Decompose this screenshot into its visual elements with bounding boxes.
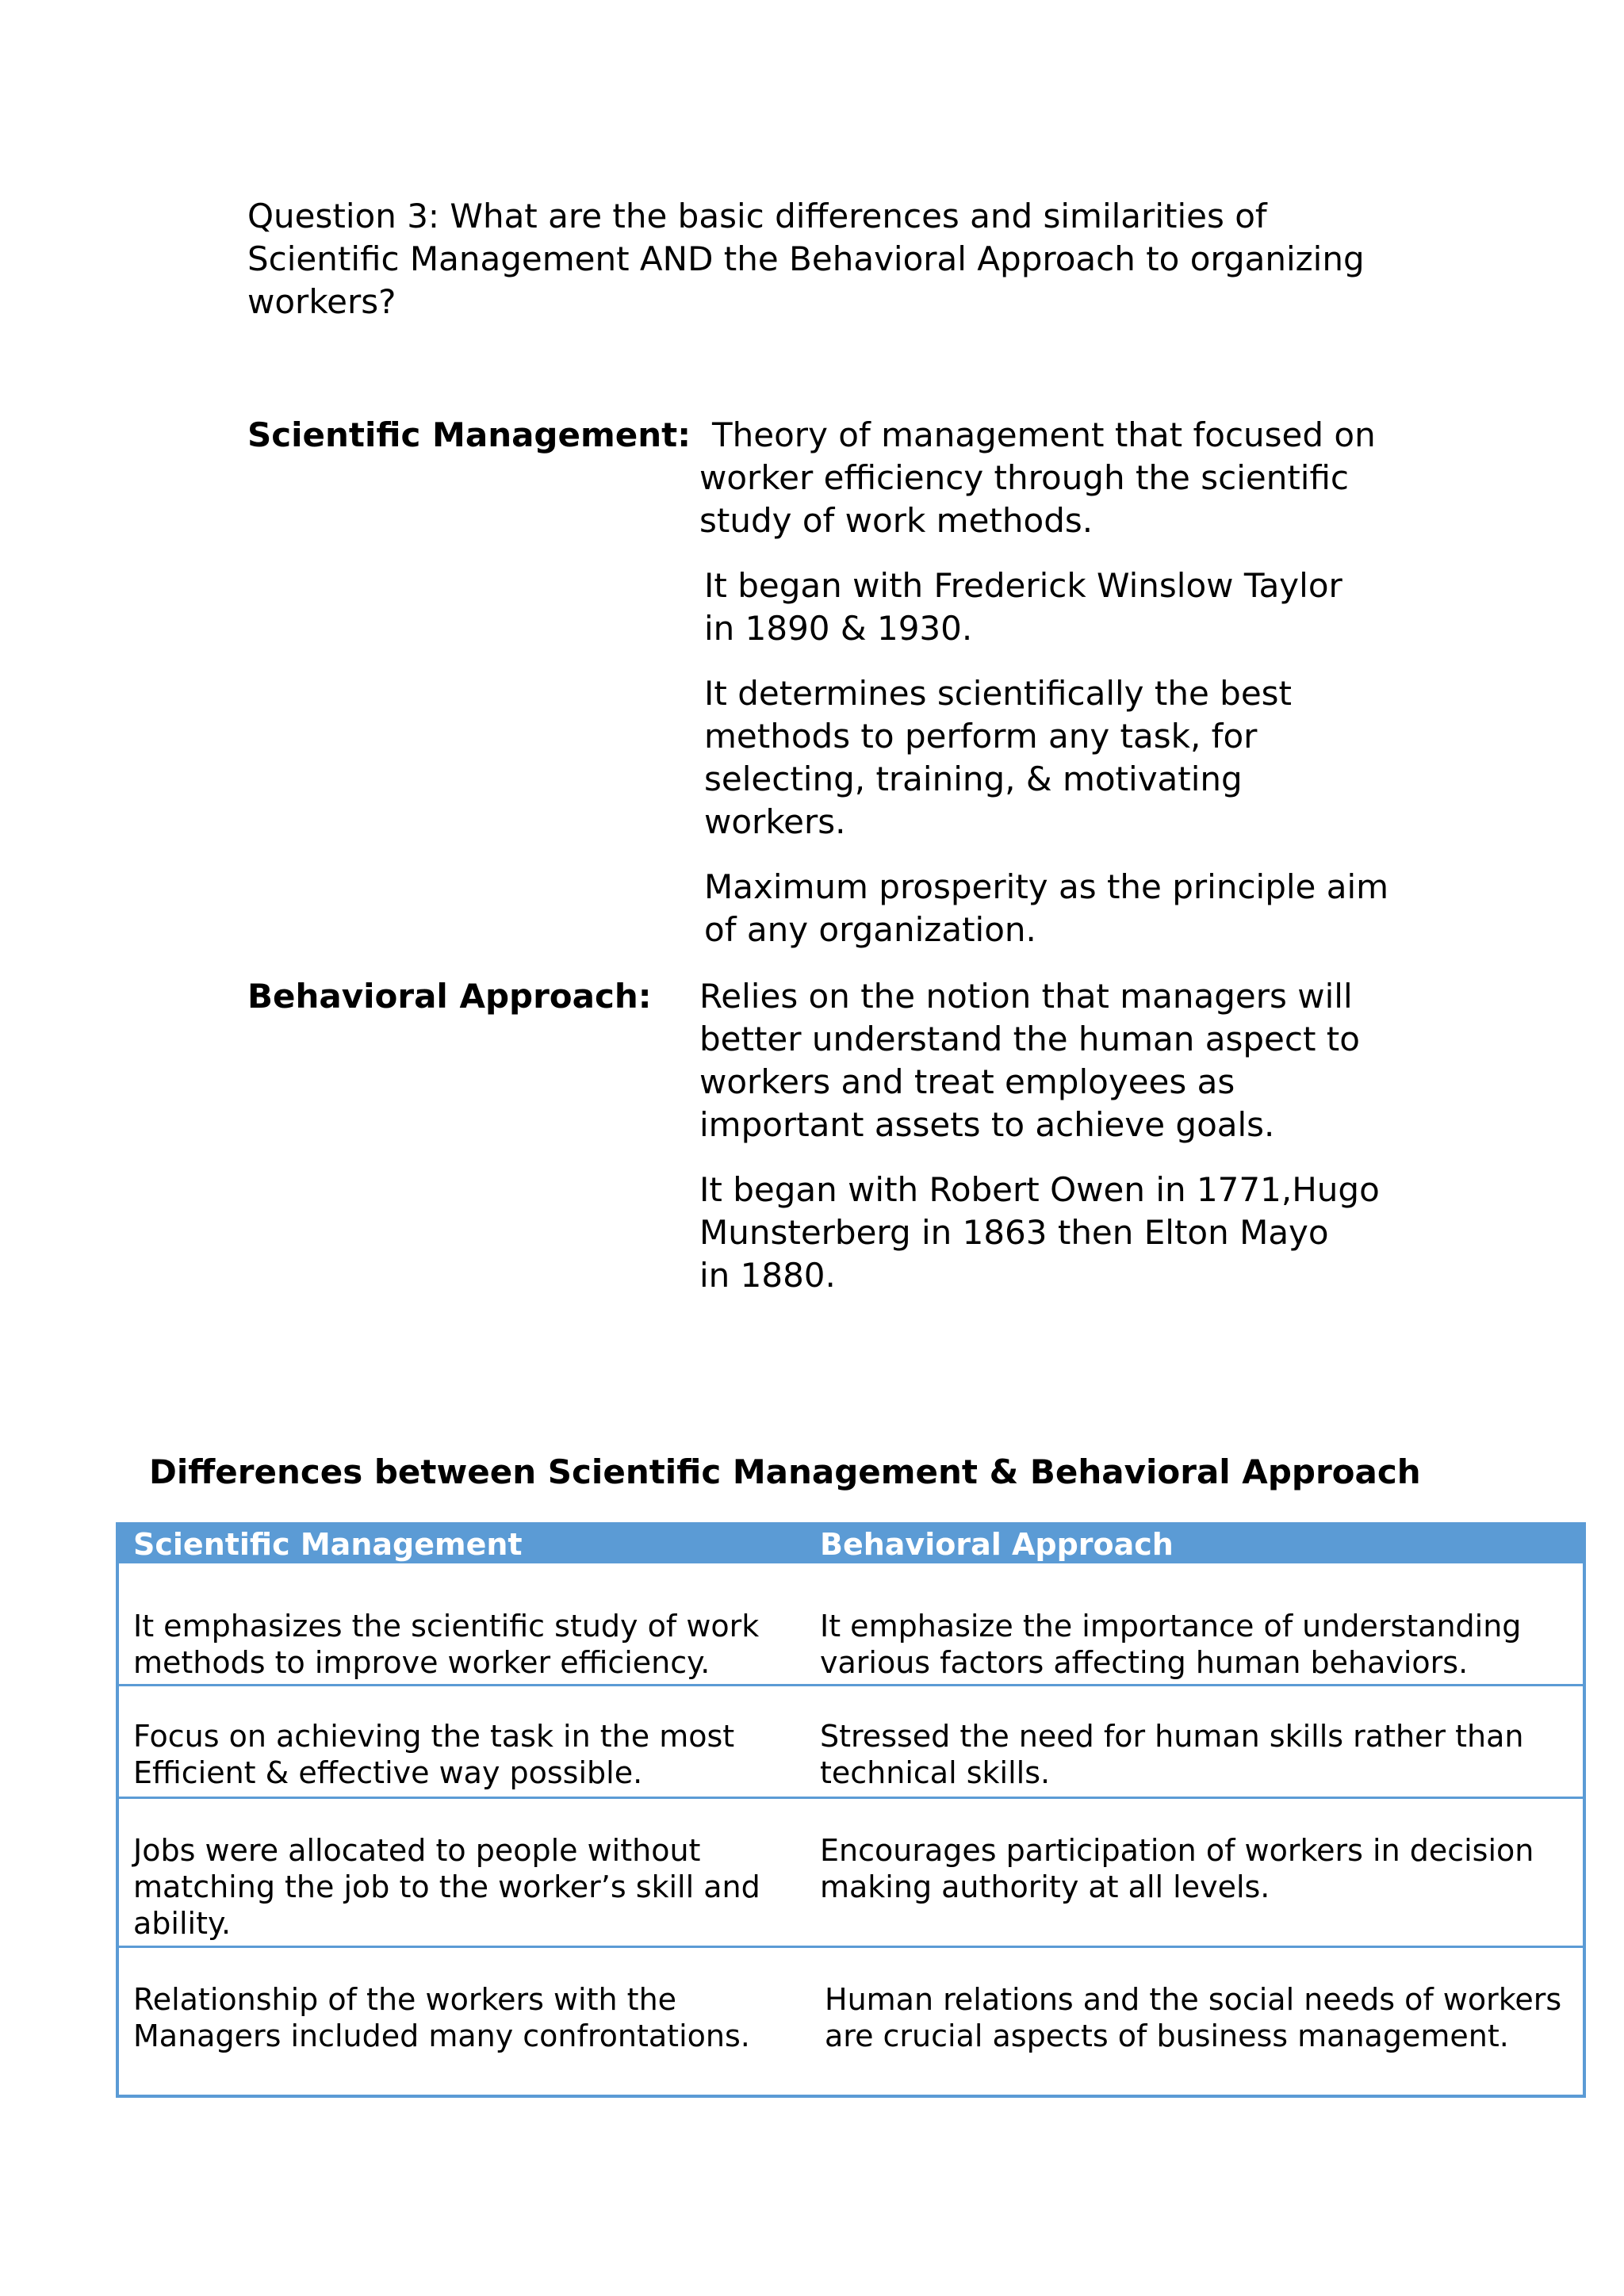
table-row (119, 1948, 1583, 2095)
behavioral-definition-paragraph: Relies on the notion that managers will better understand the human aspect to workers and treat employees as important assets to achieve goals. (699, 977, 1360, 1144)
header-behavioral-approach: Behavioral Approach (820, 1527, 1174, 1562)
differences-table (116, 1522, 1586, 2098)
table-row (119, 1799, 1583, 1946)
header-scientific-management: Scientific Management (133, 1527, 523, 1562)
differences-heading: Differences between Scientific Management & Behavioral Approach (149, 1452, 1421, 1491)
table-cell-scientific: It emphasizes the scientific study of work methods to improve worker efficiency. (133, 1609, 760, 1680)
table-cell-scientific: Jobs were allocated to people without matching the job to the worker’s skill and ability. (133, 1833, 760, 1941)
table-cell-scientific: Focus on achieving the task in the most Efficient & effective way possible. (133, 1719, 735, 1790)
table-header-row (119, 1525, 1583, 1563)
table-cell-scientific: Relationship of the workers with the Managers included many confrontations. (133, 1982, 750, 2053)
table-row (119, 1563, 1583, 1697)
scientific-management-label: Scientific Management: (247, 415, 691, 454)
scientific-aim-paragraph: Maximum prosperity as the principle aim of any organization. (704, 867, 1389, 949)
table-cell-behavioral: Encourages participation of workers in decision making authority at all levels. (820, 1833, 1534, 1904)
table-row (119, 1686, 1583, 1797)
scientific-origin-paragraph: It began with Frederick Winslow Taylor in 1890 & 1930. (704, 566, 1342, 648)
behavioral-origin-paragraph: It began with Robert Owen in 1771,Hugo Munsterberg in 1863 then Elton Mayo in 1880. (699, 1170, 1380, 1295)
scientific-method-paragraph: It determines scientifically the best methods to perform any task, for selecting, training, & motivating workers. (704, 674, 1293, 841)
table-cell-behavioral: Human relations and the social needs of workers are crucial aspects of business management. (825, 1982, 1562, 2053)
behavioral-approach-label: Behavioral Approach: (247, 977, 652, 1016)
table-cell-behavioral: Stressed the need for human skills rather than technical skills. (820, 1719, 1524, 1790)
table-cell-behavioral: It emphasize the importance of understanding various factors affecting human behaviors. (820, 1609, 1522, 1680)
question-text: Question 3: What are the basic differences and similarities of Scientific Management AND the Behavioral Approach to organizing workers? (247, 197, 1365, 321)
scientific-definition-paragraph: Theory of management that focused on worker efficiency through the scientific study of work methods. (699, 415, 1376, 540)
